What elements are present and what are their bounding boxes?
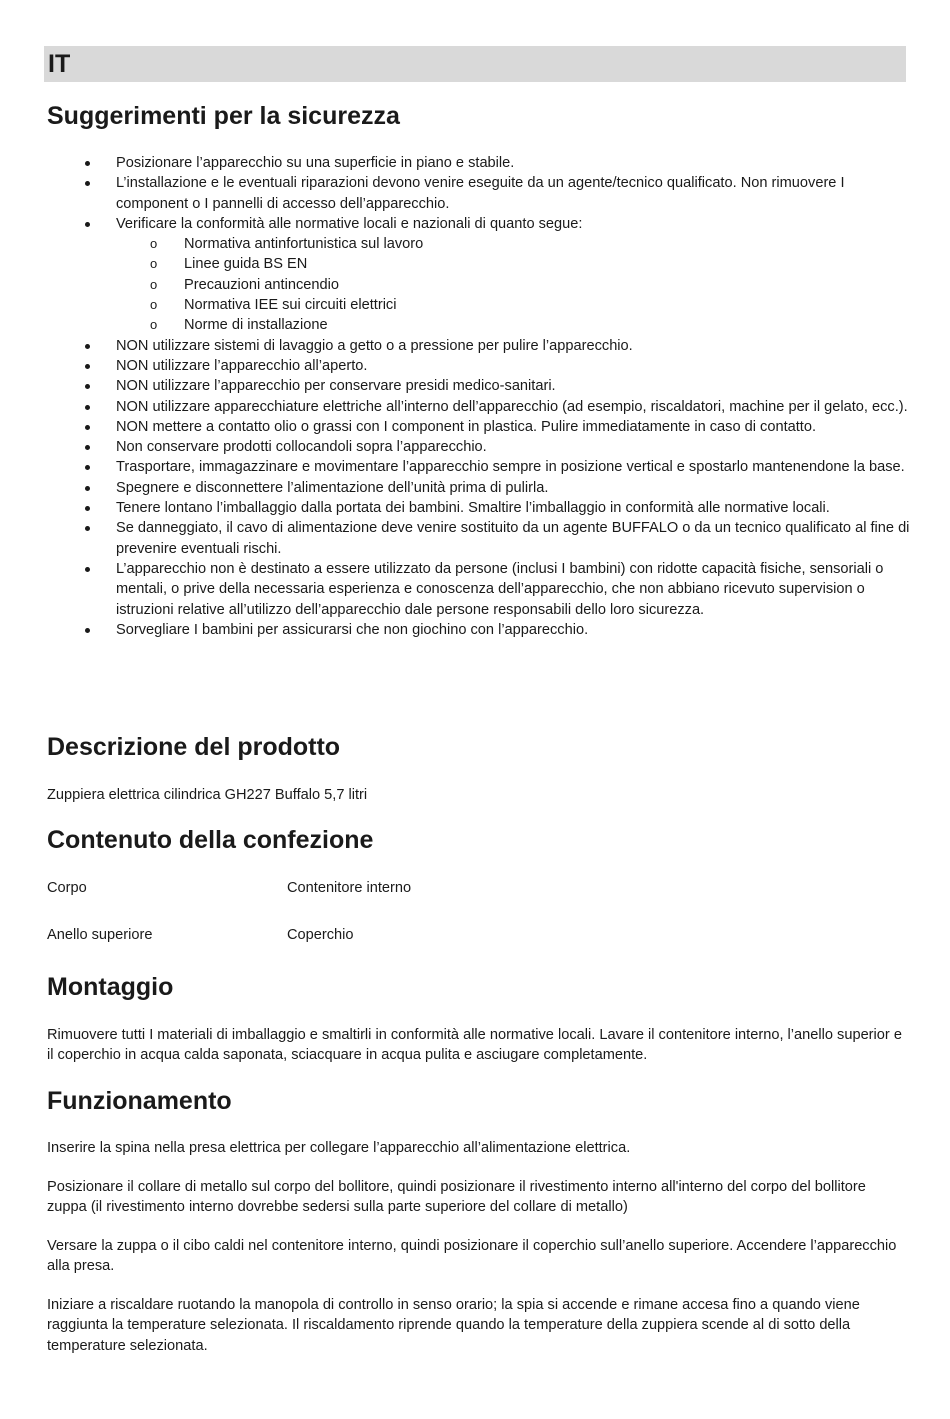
contents-item-inner-container: Contenitore interno	[287, 880, 412, 896]
bullet-icon	[85, 425, 90, 430]
circle-bullet-icon: o	[150, 297, 158, 313]
safety-list-item	[0, 214, 910, 336]
safety-item-text: Spegnere e disconnettere l’alimentazione dell’unità prima di pulirla.	[116, 479, 549, 496]
safety-list-item	[0, 478, 910, 498]
assembly-text: Rimuovere tutti I materiali di imballaggio e smaltirli in conformità alle normative locali. Lavare il contenitore interno, l’anello superior e il coperchio in acqua calda saponata, sciacquare in acqua pulita e asciugare completamente.	[47, 1027, 902, 1064]
safety-list-item	[0, 397, 910, 417]
circle-bullet-icon: o	[150, 256, 158, 272]
operation-paragraph: Versare la zuppa o il cibo caldi nel contenitore interno, quindi posizionare il coperchio sull’anello superiore. Accendere l’apparecchio alla presa.	[47, 1238, 897, 1275]
safety-item-text: Posizionare l’apparecchio su una superficie in piano e stabile.	[116, 155, 515, 171]
bullet-icon	[85, 161, 90, 166]
bullet-icon	[85, 344, 90, 349]
circle-bullet-icon: o	[150, 236, 158, 252]
operation-paragraph: Iniziare a riscaldare ruotando la manopola di controllo in senso orario; la spia si accende e rimane accesa fino a quando viene raggiunta la temperature selezionata. Il riscaldamento riprende quando la temperature della zuppiera scende al di sotto della temperature selezionata.	[47, 1297, 860, 1354]
description-heading: Descrizione del prodotto	[47, 733, 341, 761]
safety-item-text: NON utilizzare l’apparecchio per conservare presidi medico-sanitari.	[116, 378, 556, 395]
language-code: IT	[48, 50, 71, 78]
language-header-bar	[44, 46, 906, 82]
safety-sublist-item	[116, 295, 910, 315]
bullet-icon	[85, 181, 90, 186]
bullet-icon	[85, 628, 90, 633]
safety-item-text: Non conservare prodotti collocandoli sopra l’apparecchio.	[116, 439, 487, 456]
contents-item-body: Corpo	[47, 880, 87, 896]
safety-list-item	[0, 173, 910, 214]
safety-list-item	[0, 559, 910, 620]
safety-list-item	[0, 153, 910, 173]
operation-heading: Funzionamento	[47, 1087, 232, 1115]
safety-item-text: NON mettere a contatto olio o grassi con I component in plastica. Pulire immediatamente in caso di contatto.	[116, 418, 817, 435]
bullet-icon	[85, 384, 90, 389]
safety-list-item	[0, 417, 910, 437]
safety-sublist-item	[116, 315, 910, 335]
safety-list-item	[0, 437, 910, 457]
safety-item-text: Verificare la conformità alle normative locali e nazionali di quanto segue:	[116, 215, 583, 232]
bullet-icon	[85, 567, 90, 572]
safety-item-text: Se danneggiato, il cavo di alimentazione deve venire sostituito da un agente BUFFALO o da un tecnico qualificato al fine di prevenire eventuali rischi.	[116, 520, 910, 557]
safety-list-item	[0, 498, 910, 518]
safety-item-text: Trasportare, immagazzinare e movimentare l’apparecchio sempre in posizione vertical e spostarlo mantenendone la base.	[116, 459, 905, 476]
safety-sublist-text: Norme di installazione	[184, 317, 328, 334]
safety-sublist-item	[116, 234, 910, 254]
circle-bullet-icon: o	[150, 276, 158, 292]
assembly-heading: Montaggio	[47, 973, 174, 1001]
bullet-icon	[85, 222, 90, 227]
safety-sublist-text: Precauzioni antincendio	[184, 276, 339, 293]
contents-heading: Contenuto della confezione	[47, 826, 374, 854]
safety-item-text: Tenere lontano l’imballaggio dalla portata dei bambini. Smaltire l’imballaggio in conformità alle normative locali.	[116, 500, 830, 517]
safety-sublist	[116, 234, 910, 335]
safety-list-item	[0, 620, 910, 640]
safety-sublist-text: Normativa antinfortunistica sul lavoro	[184, 236, 424, 253]
safety-item-text: L’installazione e le eventuali riparazioni devono venire eseguite da un agente/tecnico qualificato. Non rimuovere I component o I pannelli di accesso dell’apparecchio.	[116, 175, 845, 212]
safety-list	[0, 153, 950, 640]
bullet-icon	[85, 526, 90, 531]
bullet-icon	[85, 465, 90, 470]
safety-list-item	[0, 336, 910, 356]
safety-item-text: NON utilizzare sistemi di lavaggio a getto o a pressione per pulire l’apparecchio.	[116, 337, 633, 354]
safety-list-item	[0, 356, 910, 376]
safety-item-text: Sorvegliare I bambini per assicurarsi che non giochino con l’apparecchio.	[116, 621, 589, 638]
operation-paragraph: Posizionare il collare di metallo sul corpo del bollitore, quindi posizionare il rivestimento interno all'interno del corpo del bollitore zuppa (il rivestimento interno dovrebbe sedersi sulla parte superiore del collare di metallo)	[47, 1179, 866, 1216]
safety-item-text: L’apparecchio non è destinato a essere utilizzato da persone (inclusi I bambini) con ridotte capacità fisiche, sensoriali o mentali, o prive della necessaria esperienza e conoscenza dell’apparecchio, che non abbiano ricevuto supervision o istruzioni relative all’utilizzo dell’apparecchio dale persone responsabili dello loro sicurezza.	[116, 560, 884, 618]
safety-sublist-text: Normativa IEE sui circuiti elettrici	[184, 297, 397, 314]
safety-list-item	[0, 376, 910, 396]
bullet-icon	[85, 506, 90, 511]
bullet-icon	[85, 405, 90, 410]
safety-heading: Suggerimenti per la sicurezza	[47, 102, 400, 130]
safety-list-item	[0, 518, 910, 559]
bullet-icon	[85, 445, 90, 450]
bullet-icon	[85, 486, 90, 491]
safety-sublist-item	[116, 254, 910, 274]
safety-list-item	[0, 457, 910, 477]
safety-item-text: NON utilizzare apparecchiature elettriche all’interno dell’apparecchio (ad esempio, riscaldatori, machine per il gelato, ecc.).	[116, 398, 908, 415]
safety-sublist-text: Linee guida BS EN	[184, 256, 308, 273]
contents-item-lid: Coperchio	[287, 927, 354, 943]
description-text: Zuppiera elettrica cilindrica GH227 Buffalo 5,7 litri	[47, 787, 368, 803]
operation-paragraph: Inserire la spina nella presa elettrica per collegare l’apparecchio all’alimentazione elettrica.	[47, 1140, 631, 1156]
safety-item-text: NON utilizzare l’apparecchio all’aperto.	[116, 357, 368, 374]
circle-bullet-icon: o	[150, 317, 158, 333]
bullet-icon	[85, 364, 90, 369]
safety-sublist-item	[116, 275, 910, 295]
contents-item-top-ring: Anello superiore	[47, 927, 153, 943]
